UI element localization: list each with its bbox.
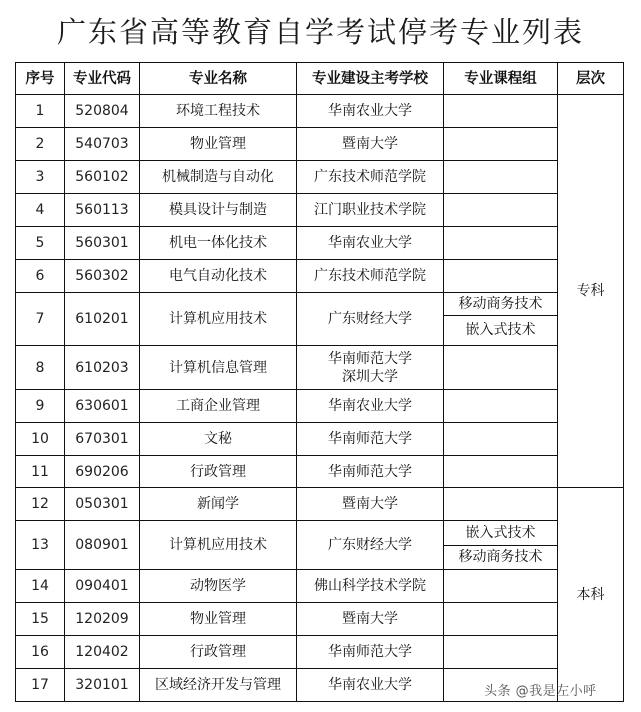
- cell-school: 广东财经大学: [297, 521, 444, 570]
- cell-name: 动物医学: [140, 570, 297, 603]
- cell-school: 华南农业大学: [297, 390, 444, 423]
- cell-no: 10: [16, 423, 65, 456]
- cell-name: 物业管理: [140, 603, 297, 636]
- cell-code: 670301: [65, 423, 140, 456]
- cell-code: 080901: [65, 521, 140, 570]
- cell-course-group: [444, 161, 558, 194]
- cell-level-zhuanke: 专科: [558, 95, 624, 488]
- table-row: [16, 390, 624, 423]
- cell-code: 560102: [65, 161, 140, 194]
- cell-name: 新闻学: [140, 488, 297, 521]
- cell-course-group: [444, 521, 558, 570]
- cell-course-group: [444, 260, 558, 293]
- cell-name: 计算机应用技术: [140, 293, 297, 346]
- cell-name: 行政管理: [140, 636, 297, 669]
- cell-no: 2: [16, 128, 65, 161]
- cell-code: 560302: [65, 260, 140, 293]
- course-group-list: [444, 293, 557, 345]
- table-header-row: [16, 63, 624, 95]
- cell-code: 540703: [65, 128, 140, 161]
- cell-no: 17: [16, 669, 65, 702]
- cell-course-group: [444, 488, 558, 521]
- cell-name: 机械制造与自动化: [140, 161, 297, 194]
- cell-no: 7: [16, 293, 65, 346]
- table-row: [16, 95, 624, 128]
- cell-no: 15: [16, 603, 65, 636]
- cell-name: 环境工程技术: [140, 95, 297, 128]
- cell-no: 5: [16, 227, 65, 260]
- table-row: [16, 423, 624, 456]
- cell-school: 广东财经大学: [297, 293, 444, 346]
- cell-code: 690206: [65, 456, 140, 488]
- cell-school: 暨南大学: [297, 603, 444, 636]
- course-group-list: [444, 521, 557, 569]
- cell-no: 14: [16, 570, 65, 603]
- cell-school: 广东技术师范学院: [297, 161, 444, 194]
- table-row: [16, 260, 624, 293]
- cell-course-group: [444, 603, 558, 636]
- cell-no: 1: [16, 95, 65, 128]
- cell-school: 江门职业技术学院: [297, 194, 444, 227]
- cell-name: 区域经济开发与管理: [140, 669, 297, 702]
- cell-course-group: [444, 293, 558, 346]
- table-row: [16, 293, 624, 346]
- cell-course-group: [444, 194, 558, 227]
- cell-course-group: [444, 128, 558, 161]
- cell-code: 560301: [65, 227, 140, 260]
- cell-code: 120402: [65, 636, 140, 669]
- school-line-2: 深圳大学: [342, 368, 398, 385]
- cell-code: 050301: [65, 488, 140, 521]
- header-course-group: 专业课程组: [444, 63, 558, 95]
- cell-no: 8: [16, 346, 65, 390]
- header-level: 层次: [558, 63, 624, 95]
- page-title: 广东省高等教育自学考试停考专业列表: [56, 15, 584, 49]
- cell-school: 暨南大学: [297, 488, 444, 521]
- cell-code: 120209: [65, 603, 140, 636]
- cell-no: 3: [16, 161, 65, 194]
- header-school: 专业建设主考学校: [297, 63, 444, 95]
- cell-course-group: [444, 456, 558, 488]
- cell-name: 文秘: [140, 423, 297, 456]
- table-row: [16, 456, 624, 488]
- major-table: [15, 62, 624, 702]
- cell-code: 090401: [65, 570, 140, 603]
- course-group-item: 移动商务技术: [458, 295, 543, 312]
- cell-name: 机电一体化技术: [140, 227, 297, 260]
- cell-name: 物业管理: [140, 128, 297, 161]
- cell-no: 9: [16, 390, 65, 423]
- watermark: 头条 @我是左小呼: [484, 684, 597, 699]
- cell-code: 610203: [65, 346, 140, 390]
- cell-school: 暨南大学: [297, 128, 444, 161]
- table-row: [16, 570, 624, 603]
- cell-course-group: [444, 227, 558, 260]
- header-name: 专业名称: [140, 63, 297, 95]
- cell-no: 13: [16, 521, 65, 570]
- table-row: [16, 603, 624, 636]
- table-row: [16, 128, 624, 161]
- cell-no: 4: [16, 194, 65, 227]
- cell-name: 模具设计与制造: [140, 194, 297, 227]
- cell-no: 12: [16, 488, 65, 521]
- cell-no: 6: [16, 260, 65, 293]
- cell-school: 华南农业大学: [297, 227, 444, 260]
- course-group-item: 移动商务技术: [444, 545, 557, 569]
- table-row: [16, 521, 624, 570]
- table-row: [16, 346, 624, 390]
- header-code: 专业代码: [65, 63, 140, 95]
- cell-course-group: [444, 423, 558, 456]
- cell-school: 华南师范大学: [297, 636, 444, 669]
- cell-code: 520804: [65, 95, 140, 128]
- cell-name: 行政管理: [140, 456, 297, 488]
- cell-school: 华南师范大学: [297, 423, 444, 456]
- cell-code: 610201: [65, 293, 140, 346]
- cell-code: 320101: [65, 669, 140, 702]
- cell-school: 广东技术师范学院: [297, 260, 444, 293]
- cell-name: 工商企业管理: [140, 390, 297, 423]
- cell-course-group: [444, 390, 558, 423]
- cell-school: 佛山科学技术学院: [297, 570, 444, 603]
- cell-level-benke: 本科: [558, 488, 624, 702]
- cell-course-group: [444, 95, 558, 128]
- course-group-item: 嵌入式技术: [465, 524, 536, 541]
- table-row: [16, 161, 624, 194]
- table-row: [16, 636, 624, 669]
- table-row: [16, 227, 624, 260]
- cell-school: 华南师范大学: [297, 456, 444, 488]
- cell-no: 16: [16, 636, 65, 669]
- cell-no: 11: [16, 456, 65, 488]
- cell-name: 计算机信息管理: [140, 346, 297, 390]
- cell-school: [297, 346, 444, 390]
- cell-school: 华南农业大学: [297, 669, 444, 702]
- cell-code: 630601: [65, 390, 140, 423]
- table-row: [16, 488, 624, 521]
- cell-name: 电气自动化技术: [140, 260, 297, 293]
- header-no: 序号: [16, 63, 65, 95]
- cell-code: 560113: [65, 194, 140, 227]
- cell-name: 计算机应用技术: [140, 521, 297, 570]
- cell-course-group: [444, 636, 558, 669]
- course-group-item: 嵌入式技术: [444, 315, 557, 345]
- cell-school: 华南农业大学: [297, 95, 444, 128]
- cell-course-group: [444, 346, 558, 390]
- school-line-1: 华南师范大学: [328, 350, 412, 367]
- table-row: [16, 194, 624, 227]
- cell-course-group: [444, 570, 558, 603]
